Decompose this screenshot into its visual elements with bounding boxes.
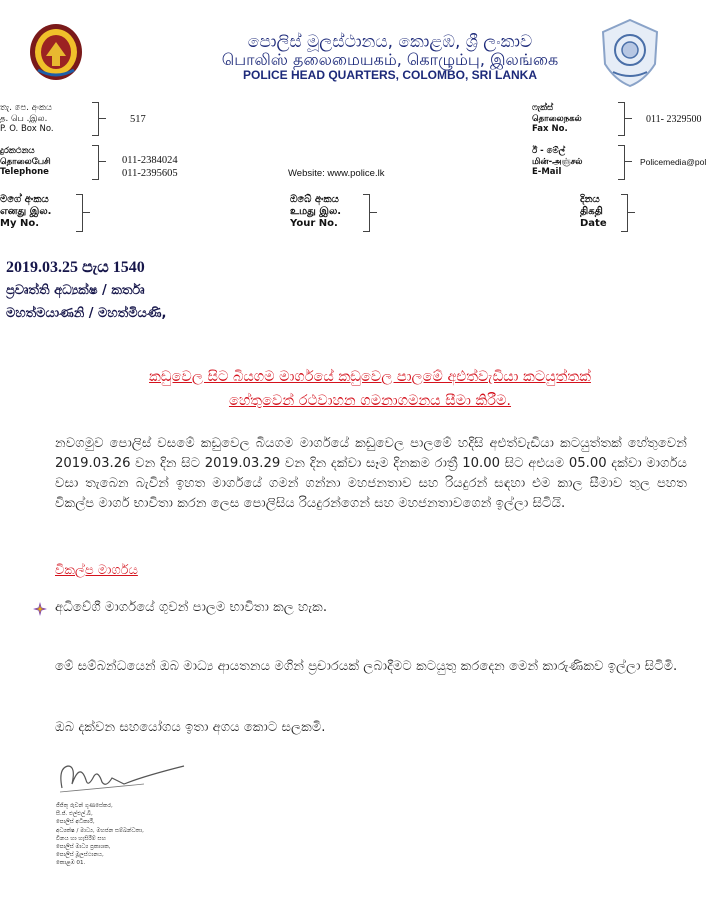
my-no-labels: මගේ අංකය எனது இல. My No. <box>0 194 52 229</box>
alt-route-item: අධිවේගී මාර්ගයේ ගුවන් පාලම භාවිතා කල හැක. <box>55 600 328 615</box>
reference-line: 2019.03.25 පැය 1540 <box>6 259 145 276</box>
email-value: Policemedia@pol <box>640 157 707 167</box>
signature-block: ජීජිතු රුවන් ගුණසේකර, සී.ජ්. එල්එල්.බී, පොලිස් අධිකාරී, අධ්‍යක්ෂ / මාධ්‍ය, මහජන සම්බන්ධතා, විනය හා හැසිරීම් සහ පොලිස් මාධ්‍ය ප්‍රකාශක, පොලිස් මූලස්ථානය, කොළඹ 01. <box>56 803 144 867</box>
telephone-bracket-tick <box>98 161 106 162</box>
website: Website: www.police.lk <box>288 168 385 179</box>
my-no-bracket <box>76 194 83 232</box>
fax-value: 011- 2329500 <box>646 114 702 125</box>
my-no-bracket-tick <box>82 212 90 213</box>
fax-labels: ෆැක්ස් தொலைநகல் Fax No. <box>532 103 582 134</box>
telephone-bracket <box>92 145 99 180</box>
your-no-bracket-tick <box>369 212 377 213</box>
body-paragraph: නවගමුව පොලිස් වසමේ කඩුවෙල බියගම මාර්ගයේ කඩුවෙල පාලමේ හදිසි අළුත්වැඩියා කටයුත්තක් හේතුවෙන් 2019.03.26 වන දින සිට 2019.03.29 වන දින දක්වා සෑම දිනකම රාත්‍රී 10.00 සිට අළුයම 05.00 දක්වා මාර්ගය වසා තැබෙන බැවින් ඉහත මාර්ගයේ ගමන් ගන්නා මහජනතාව සහ රියදුරන් සඳහා එම කාල සීමාව තුල පහත විකල්ප මාර්ග භාවිතා කරන ලෙස පොලිසිය රියදුරන්ගෙන් සහ මහජනතාවගෙන් ඉල්ලා සිටියි. <box>55 436 687 511</box>
pobox-bracket-tick <box>98 118 106 119</box>
pobox-value: 517 <box>130 114 146 125</box>
your-no-bracket <box>363 194 370 232</box>
email-bracket <box>618 145 625 180</box>
addressee: ප්‍රවෘත්ති අධ්‍යක්ෂ / කර්තෘ <box>6 283 145 298</box>
header-tamil: பொலிஸ் தலைமையகம், கொழும்பு, இலங்கை <box>221 50 559 69</box>
letter-title: කඩුවෙල සිට බියගම මාර්ගයේ කඩුවෙල පාලමේ අළුත්වැඩියා කටයුත්තක් හේතුවෙන් රථවාහන ගමනාගමනය සීමා කිරීම. <box>149 369 591 409</box>
telephone-labels: දුරකථනය தொலைபேசி Telephone <box>0 146 51 177</box>
alt-route-heading: විකල්ප මාර්ගය <box>55 563 138 578</box>
bullet-icon <box>33 601 47 615</box>
email-labels: ඊ - මේල් மின்-அஞ்சல் E-Mail <box>532 146 583 177</box>
salutation: මහත්මයාණනි / මහත්මියණි, <box>6 306 167 321</box>
pobox-labels: තැ. පෙ. අංකය த. பெ .இல. P. O. Box No. <box>0 103 54 134</box>
request-paragraph: මේ සම්බන්ධයෙන් ඔබ මාධ්‍ය ආයතනය මගින් ප්‍රචාරයක් ලබාදීමට කටයුතු කරදෙන මෙන් කාරුණිකව ඉල්ලා සිටිමි. <box>55 659 678 674</box>
pobox-bracket <box>92 102 99 136</box>
fax-bracket-tick <box>624 118 632 119</box>
date-bracket-tick <box>627 212 635 213</box>
fax-bracket <box>618 102 625 136</box>
header-english: POLICE HEAD QUARTERS, COLOMBO, SRI LANKA <box>242 68 537 82</box>
header-sinhala: පොලිස් මූලස්ථානය, කොළඹ, ශ්‍රී ලංකාව <box>247 32 533 52</box>
closing-line: ඔබ දක්වන සහයෝගය ඉතා අගය කොට සලකමි. <box>55 720 326 735</box>
date-labels: දිනය திகதி Date <box>580 194 607 229</box>
email-bracket-tick <box>624 161 632 162</box>
date-bracket <box>621 194 628 232</box>
telephone-values: 011-2384024 011-2395605 <box>122 155 178 179</box>
your-no-labels: ඔබේ අංකය உமது இல. Your No. <box>290 194 342 229</box>
signature <box>54 758 194 802</box>
